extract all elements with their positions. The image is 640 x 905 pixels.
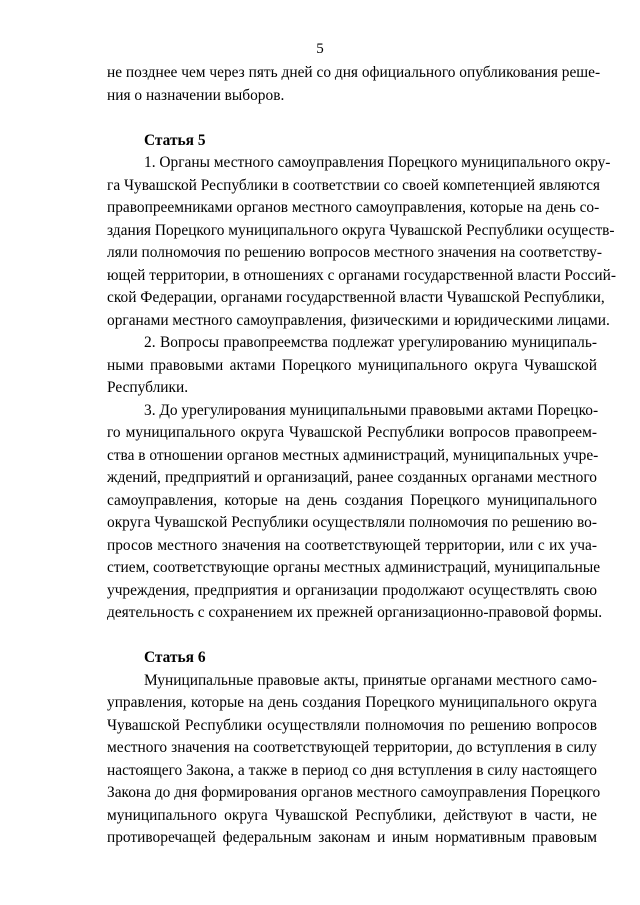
text-line: не позднее чем через пять дней со дня официального опубликования реше- <box>107 64 601 81</box>
text-line: го муниципального округа Чувашской Республики вопросов правопреем- <box>107 424 597 441</box>
text-line: ской Федерации, органами государственной власти Чувашской Республики, <box>107 289 605 306</box>
text-line: местного значения на соответствующей территории, до вступления в силу <box>107 739 597 756</box>
spacer <box>107 625 597 648</box>
text-line: самоуправления, которые на день создания Порецкого муниципального <box>107 491 597 509</box>
text-line: ными правовыми актами Порецкого муниципального округа Чувашской <box>107 356 597 374</box>
text-line: 2. Вопросы правопреемства подлежат урегулированию муниципаль- <box>144 334 597 351</box>
text-line: учреждения, предприятия и организации продолжают осуществлять свою <box>107 581 597 599</box>
text-line: управления, которые на день создания Порецкого муниципального округа <box>107 694 597 711</box>
text-line: ющей территории, в отношениях с органами государственной власти Россий- <box>107 266 616 284</box>
text-line: ляли полномочия по решению вопросов местного значения на соответству- <box>107 244 602 261</box>
text-line: га Чувашской Республики в соответствии со своей компетенцией являются <box>107 176 600 194</box>
text-line: стием, соответствующие органы местных администраций, муниципальные <box>107 559 601 576</box>
text-line: правопреемниками органов местного самоуправления, которые на день со- <box>107 199 600 216</box>
text-line: муниципального округа Чувашской Республики, действуют в части, не <box>107 806 597 824</box>
text-line: здания Порецкого муниципального округа Чувашской Республики осуществ- <box>107 221 615 239</box>
text-line: просов местного значения на соответствующей территории, или с их уча- <box>107 536 597 554</box>
text-line: Чувашской Республики осуществляли полномочия по решению вопросов <box>107 716 597 734</box>
text-line: 1. Органы местного самоуправления Порецкого муниципального окру- <box>144 154 611 171</box>
article-heading: Статья 5 <box>144 131 206 149</box>
text-line: ства в отношении органов местных администраций, муниципальных учре- <box>107 446 599 464</box>
text-line: органами местного самоуправления, физическими и юридическими лицами. <box>107 311 610 329</box>
article-heading: Статья 6 <box>144 649 206 666</box>
text-line: деятельность с сохранением их прежней организационно-правовой формы. <box>107 604 603 621</box>
spacer <box>107 107 597 130</box>
text-line: Закона до дня формирования органов местного самоуправления Порецкого <box>107 784 601 801</box>
text-line: Республики. <box>107 379 189 396</box>
text-line: Муниципальные правовые акты, принятые органами местного само- <box>144 671 597 689</box>
text-line: округа Чувашской Республики осуществляли полномочия по решению во- <box>107 514 597 531</box>
text-line: ждений, предприятий и организаций, ранее созданных органами местного <box>107 469 597 486</box>
text-line: противоречащей федеральным законам и иным нормативным правовым <box>107 829 597 846</box>
document-body <box>107 62 616 850</box>
text-line: настоящего Закона, а также в период со дня вступления в силу настоящего <box>107 761 597 779</box>
page-number: 5 <box>316 41 324 57</box>
text-line: ния о назначении выборов. <box>107 86 285 104</box>
text-line: 3. До урегулирования муниципальными правовыми актами Порецко- <box>144 401 599 419</box>
